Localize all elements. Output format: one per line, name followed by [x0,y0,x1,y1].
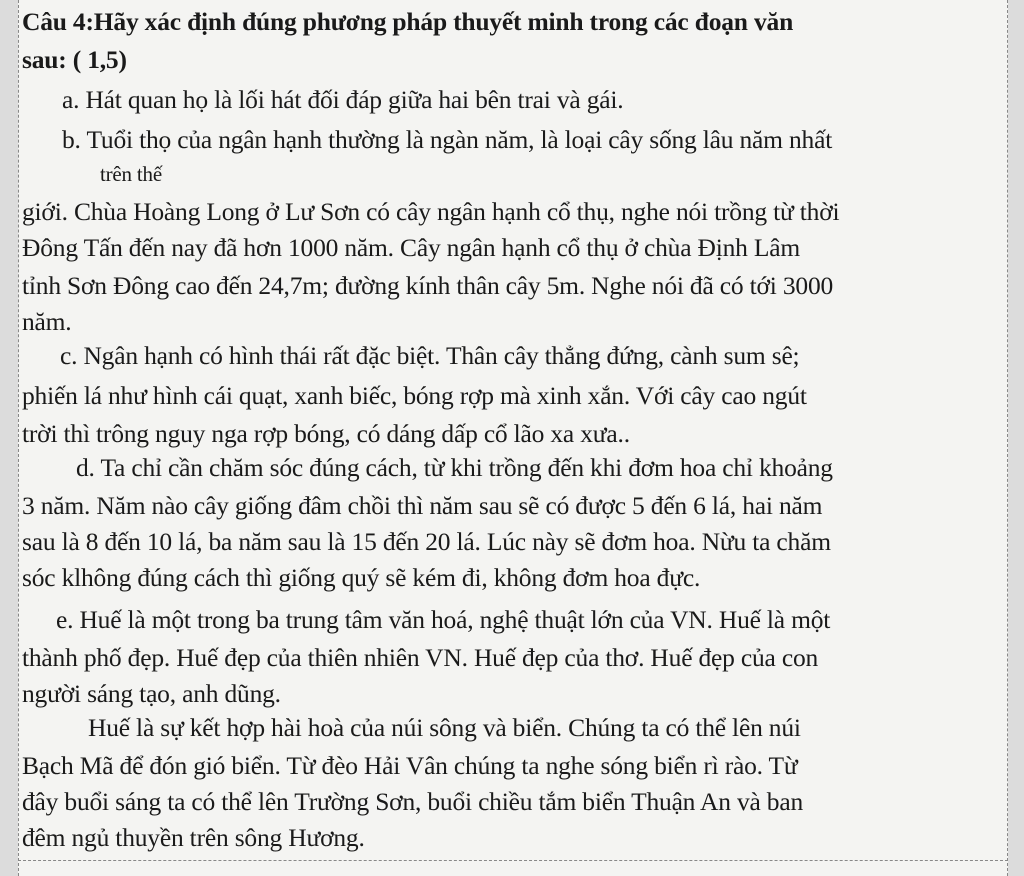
item-e-line: thành phố đẹp. Huế đẹp của thiên nhiên VN. Huế đẹp của thơ. Huế đẹp của con [22,643,819,672]
item-b-line: Đông Tấn đến nay đã hơn 1000 năm. Cây ngân hạnh cổ thụ ở chùa Định Lâm [22,233,801,262]
question-heading-continued: sau: ( 1,5) [22,45,127,74]
item-c-line: c. Ngân hạnh có hình thái rất đặc biệt. Thân cây thẳng đứng, cành sum sê; [60,341,800,370]
item-e-line: e. Huế là một trong ba trung tâm văn hoá, nghệ thuật lớn của VN. Huế là một [56,605,831,634]
item-b-line: giới. Chùa Hoàng Long ở Lư Sơn có cây ngân hạnh cổ thụ, nghe nói trồng từ thời [22,197,840,226]
item-d-line: 3 năm. Năm nào cây giống đâm chồi thì năm sau sẽ có được 5 đến 6 lá, hai năm [22,491,823,520]
item-e-paragraph2-line: đêm ngủ thuyền trên sông Hương. [22,823,365,852]
item-b-line: tỉnh Sơn Đông cao đến 24,7m; đường kính thân cây 5m. Nghe nói đã có tới 3000 [22,271,834,300]
question-heading: Câu 4:Hãy xác định đúng phương pháp thuyết minh trong các đoạn văn [22,7,794,36]
item-b-line: trên thế [100,162,162,186]
item-e-line: người sáng tạo, anh dũng. [22,679,281,708]
item-b-line: năm. [22,307,72,336]
item-d-line: d. Ta chỉ cần chăm sóc đúng cách, từ khi trồng đến khi đơm hoa chỉ khoảng [76,453,833,482]
item-c-line: phiến lá như hình cái quạt, xanh biếc, bóng rợp mà xinh xắn. Với cây cao ngút [22,381,807,410]
item-e-paragraph2-line: đây buổi sáng ta có thể lên Trường Sơn, buổi chiều tắm biển Thuận An và ban [22,787,804,816]
item-e-paragraph2-line: Huế là sự kết hợp hài hoà của núi sông và biển. Chúng ta có thể lên núi [88,713,801,742]
page-bottom-border [18,860,1008,861]
item-b-line: b. Tuổi thọ của ngân hạnh thường là ngàn năm, là loại cây sống lâu năm nhất [62,125,833,154]
item-a: a. Hát quan họ là lối hát đối đáp giữa hai bên trai và gái. [62,85,624,114]
item-d-line: sóc klhông đúng cách thì giống quý sẽ kém đi, không đơm hoa đực. [22,563,701,592]
item-c-line: trời thì trông nguy nga rợp bóng, có dáng dấp cổ lão xa xưa.. [22,419,630,448]
item-d-line: sau là 8 đến 10 lá, ba năm sau là 15 đến 20 lá. Lúc này sẽ đơm hoa. Nừu ta chăm [22,527,831,556]
item-e-paragraph2-line: Bạch Mã để đón gió biển. Từ đèo Hải Vân chúng ta nghe sóng biển rì rào. Từ [22,751,798,780]
